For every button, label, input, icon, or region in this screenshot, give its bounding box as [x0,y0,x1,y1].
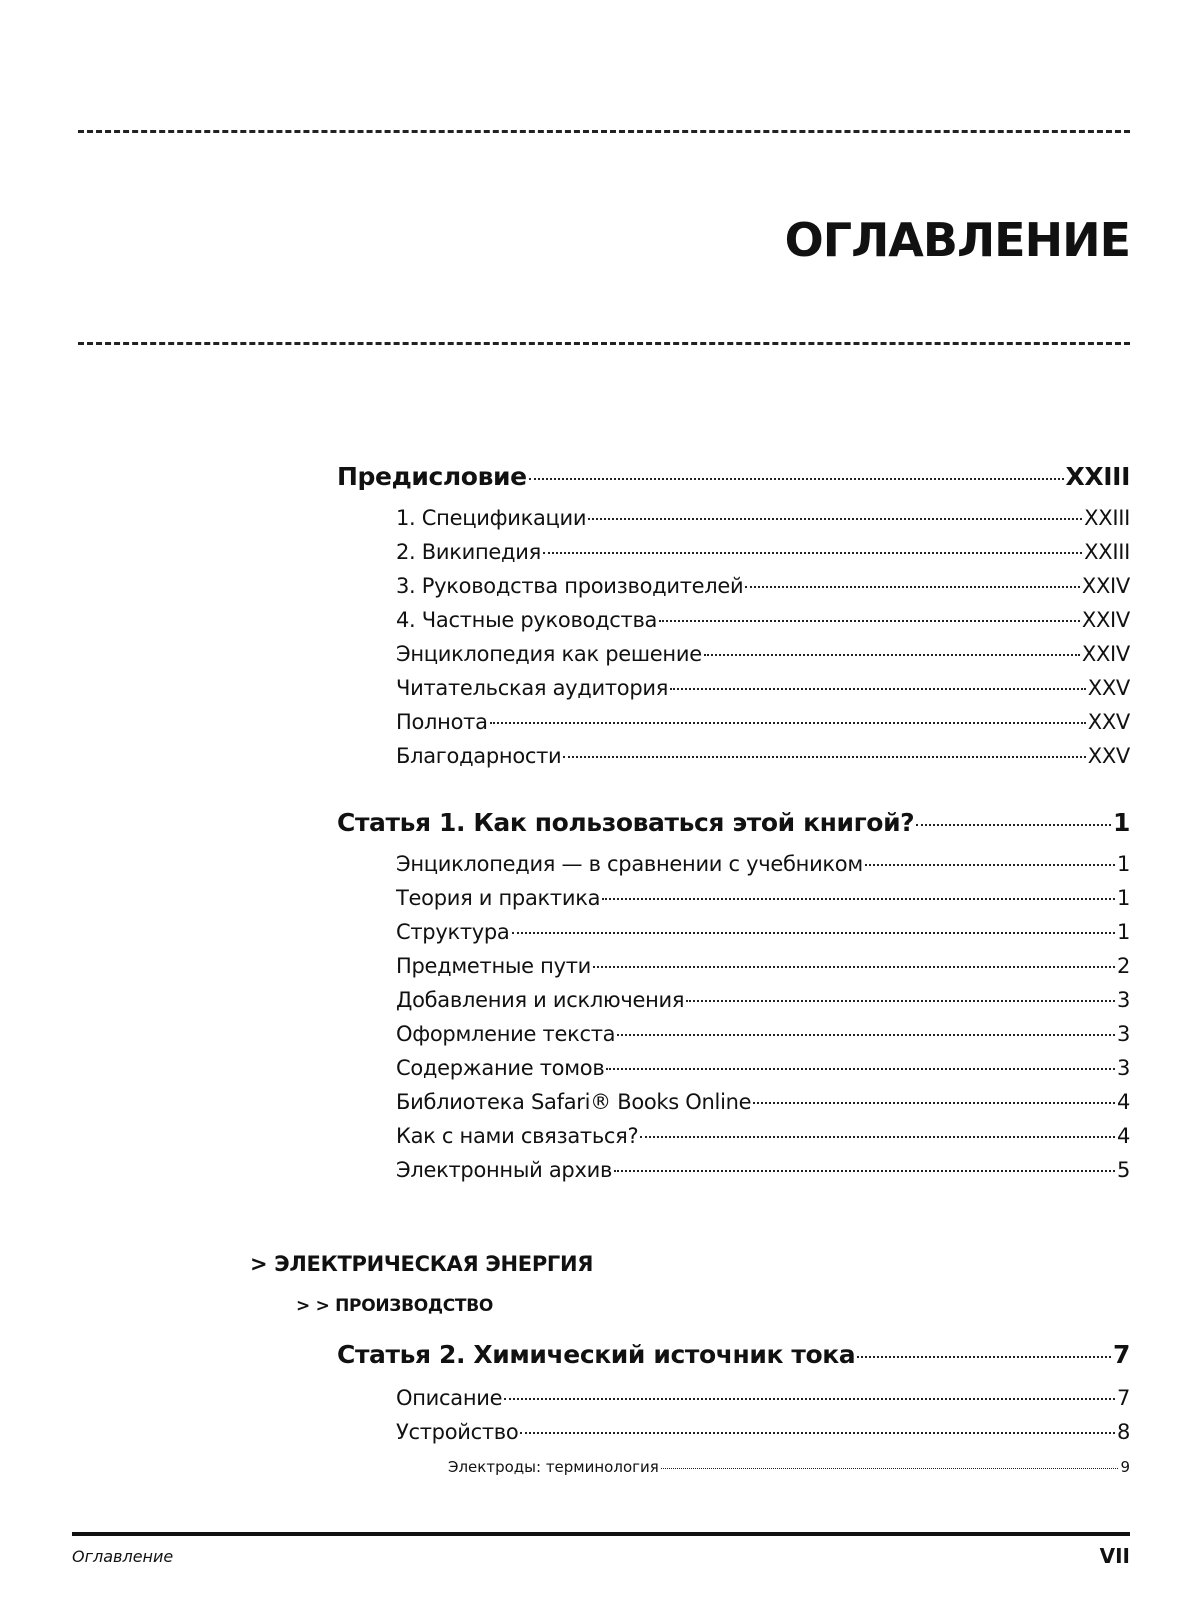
toc-leader-dots [512,932,1115,934]
toc-leader-dots [640,1136,1115,1138]
toc-leader-dots [563,756,1085,758]
toc-entry-page: XXV [1087,744,1130,768]
toc-entry-label: Статья 1. Как пользоваться этой книгой? [337,808,915,837]
toc-entry-label: Благодарности [396,744,562,768]
toc-leader-dots [614,1170,1115,1172]
toc-entry-page: 1 [1113,808,1130,837]
toc-entry-article-2[interactable] [337,1340,1130,1369]
toc-subentry[interactable] [396,506,1130,530]
toc-leader-dots [593,966,1115,968]
toc-subentry[interactable] [396,744,1130,768]
toc-leader-dots [745,586,1080,588]
toc-subentry[interactable] [396,954,1130,978]
toc-leader-dots [606,1068,1115,1070]
toc-entry-page: 7 [1113,1340,1130,1369]
toc-entry-label: 4. Частные руководства [396,608,658,632]
toc-subentry[interactable] [396,852,1130,876]
section-heading-production: > > ПРОИЗВОДСТВО [296,1296,494,1316]
toc-leader-dots [490,722,1086,724]
top-dashed-rule [78,130,1130,133]
toc-entry-page: 1 [1116,920,1130,944]
toc-leader-dots [753,1102,1115,1104]
toc-subentry[interactable] [396,1386,1130,1410]
toc-entry-page: XXIII [1084,540,1130,564]
toc-entry-page: 7 [1116,1386,1130,1410]
page-number: VII [1099,1544,1130,1568]
toc-entry-page: 3 [1116,988,1130,1012]
toc-entry-page: 3 [1116,1056,1130,1080]
toc-entry-label: 2. Википедия [396,540,541,564]
toc-leader-dots [670,688,1086,690]
toc-entry-label: Предисловие [337,462,527,491]
toc-entry-label: Энциклопедия — в сравнении с учебником [396,852,863,876]
title-dashed-rule [78,342,1130,345]
toc-entry-page: 3 [1116,1022,1130,1046]
toc-entry-label: Электронный архив [396,1158,613,1182]
toc-entry-page: 4 [1116,1090,1130,1114]
toc-entry-label: Статья 2. Химический источник тока [337,1340,856,1369]
toc-subentry[interactable] [396,540,1130,564]
toc-entry-label: 3. Руководства производителей [396,574,744,598]
toc-entry-label: Как с нами связаться? [396,1124,639,1148]
toc-entry-label: Предметные пути [396,954,592,978]
toc-subentry[interactable] [396,574,1130,598]
toc-leader-dots [543,552,1082,554]
toc-entry-label: Библиотека Safari® Books Online [396,1090,752,1114]
toc-subentry[interactable] [396,642,1130,666]
toc-entry-page: 1 [1116,886,1130,910]
toc-subsubentry[interactable] [448,1458,1130,1476]
toc-leader-dots [520,1432,1115,1434]
toc-subentry[interactable] [396,988,1130,1012]
toc-subentry[interactable] [396,1056,1130,1080]
toc-subentry[interactable] [396,1022,1130,1046]
toc-entry-page: XXV [1087,710,1130,734]
toc-entry-page: 9 [1120,1458,1130,1476]
toc-subentry[interactable] [396,1420,1130,1444]
toc-entry-page: XXIV [1081,574,1130,598]
toc-leader-dots [704,654,1080,656]
toc-subentry[interactable] [396,710,1130,734]
section-heading-electric-energy: > ЭЛЕКТРИЧЕСКАЯ ЭНЕРГИЯ [250,1252,594,1276]
toc-entry-label: Оформление текста [396,1022,616,1046]
toc-subentry[interactable] [396,676,1130,700]
toc-leader-dots [865,864,1115,866]
toc-leader-dots [686,1000,1115,1002]
toc-entry-label: Содержание томов [396,1056,605,1080]
toc-entry-label: Электроды: терминология [448,1458,659,1476]
toc-entry-label: Теория и практика [396,886,601,910]
toc-leader-dots [661,1468,1119,1469]
footer-running-title: Оглавление [72,1547,174,1566]
toc-entry-label: Читательская аудитория [396,676,669,700]
toc-entry-page: 2 [1116,954,1130,978]
toc-leader-dots [857,1356,1111,1358]
toc-subentry[interactable] [396,608,1130,632]
toc-leader-dots [617,1034,1115,1036]
toc-leader-dots [529,478,1064,480]
toc-subentry[interactable] [396,1090,1130,1114]
toc-subentry[interactable] [396,1124,1130,1148]
toc-entry-preface[interactable] [337,462,1130,491]
toc-entry-article-1[interactable] [337,808,1130,837]
toc-leader-dots [588,518,1082,520]
toc-entry-page: XXIV [1081,642,1130,666]
toc-entry-page: XXIII [1065,462,1130,491]
toc-entry-page: 4 [1116,1124,1130,1148]
toc-subentry[interactable] [396,886,1130,910]
toc-leader-dots [504,1398,1115,1400]
toc-entry-label: Структура [396,920,510,944]
toc-entry-page: XXIII [1084,506,1130,530]
toc-entry-page: 8 [1116,1420,1130,1444]
toc-entry-label: Устройство [396,1420,519,1444]
toc-entry-label: Энциклопедия как решение [396,642,702,666]
page-title: ОГЛАВЛЕНИЕ [784,213,1130,267]
toc-leader-dots [916,824,1111,826]
toc-subentry[interactable] [396,1158,1130,1182]
toc-leader-dots [659,620,1080,622]
toc-entry-page: XXIV [1081,608,1130,632]
toc-leader-dots [602,898,1115,900]
toc-entry-label: Описание [396,1386,503,1410]
toc-entry-label: 1. Спецификации [396,506,587,530]
toc-entry-label: Полнота [396,710,488,734]
footer-rule [72,1532,1130,1536]
toc-entry-label: Добавления и исключения [396,988,685,1012]
toc-entry-page: 1 [1116,852,1130,876]
toc-subentry[interactable] [396,920,1130,944]
toc-entry-page: 5 [1116,1158,1130,1182]
toc-entry-page: XXV [1087,676,1130,700]
